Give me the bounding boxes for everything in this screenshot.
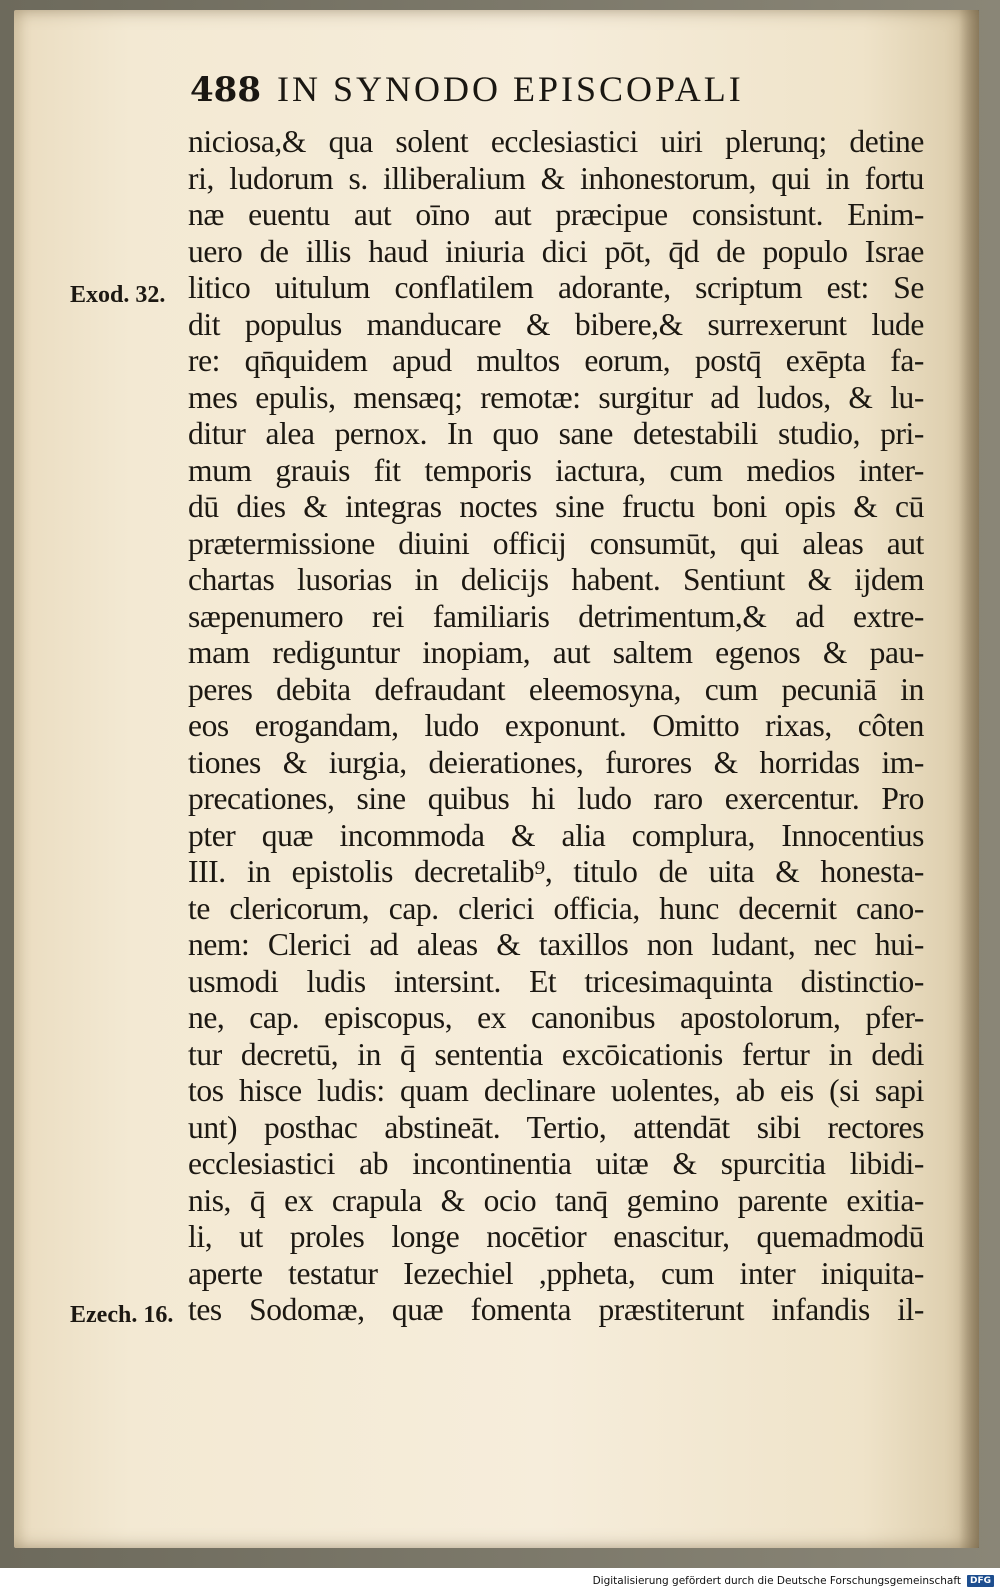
marginal-note-ezechiel: Ezech. 16.	[70, 1302, 174, 1328]
text-line: dit populus manducare & bibere,& surrexerunt lude	[188, 306, 924, 342]
text-line: re: qn̄quidem apud multos eorum, postq̄ exēpta fa-	[188, 343, 924, 378]
text-line: aperte testatur Iezechiel ,ppheta, cum inter iniquita-	[188, 1255, 924, 1291]
text-line: chartas lusorias in delicijs habent. Sentiunt & ijdem	[188, 562, 924, 597]
text-line: peres debita defraudant eleemosyna, cum pecuniā in	[188, 671, 924, 707]
text-line: III. in epistolis decretalib⁹, titulo de uita & honesta-	[188, 854, 924, 889]
text-line: ne, cap. episcopus, ex canonibus apostolorum, pfer-	[188, 1000, 924, 1035]
funding-credit: Digitalisierung gefördert durch die Deutsche Forschungsgemeinschaft	[592, 1574, 961, 1587]
text-line: usmodi ludis intersint. Et tricesimaquinta distinctio-	[188, 963, 924, 999]
text-line: unt) posthac abstineāt. Tertio, attendāt sibi rectores	[188, 1109, 924, 1145]
text-line: tiones & iurgia, deierationes, furores & horridas im-	[188, 744, 924, 780]
running-head: IN SYNODO EPISCOPALI	[276, 69, 744, 109]
page-edge-shadow	[959, 10, 979, 1548]
text-line: ecclesiastici ab incontinentia uitæ & spurcitia libidi-	[188, 1146, 924, 1181]
text-line: li, ut proles longe nocētior enascitur, quemadmodū	[188, 1219, 924, 1254]
text-line: tos hisce ludis: quam declinare uolentes, ab eis (si sapi	[188, 1073, 924, 1108]
page-number: 488	[190, 70, 261, 110]
text-line: niciosa,& qua solent ecclesiastici uiri plerunq; detine	[188, 124, 924, 159]
text-line: nem: Clerici ad aleas & taxillos non ludant, nec hui-	[188, 927, 924, 962]
text-line: tes Sodomæ, quæ fomenta præstiterunt infandis il-	[188, 1292, 924, 1327]
text-line: mum grauis fit temporis iactura, cum medios inter-	[188, 452, 924, 488]
text-line: te clericorum, cap. clerici officia, hunc decernit cano-	[188, 890, 924, 926]
text-line: litico uitulum conflatilem adorante, scriptum est: Se	[188, 270, 924, 305]
text-line: prætermissione diuini officij consumūt, qui aleas aut	[188, 525, 924, 561]
text-line: ri, ludorum s. illiberalium & inhonestorum, qui in fortu	[188, 160, 924, 196]
marginal-note-exodus: Exod. 32.	[70, 282, 166, 308]
page-header	[190, 68, 830, 116]
footer-bar	[0, 1568, 1000, 1593]
text-line: nis, q̄ ex crapula & ocio tanq̄ gemino parente exitia-	[188, 1182, 924, 1218]
text-line: sæpenumero rei familiaris detrimentum,& ad extre-	[188, 598, 924, 634]
text-line: mam rediguntur inopiam, aut saltem egenos & pau-	[188, 635, 924, 670]
text-line: dū dies & integras noctes sine fructu boni opis & cū	[188, 489, 924, 524]
text-line: mes epulis, mensæq; remotæ: surgitur ad ludos, & lu-	[188, 379, 924, 415]
text-line: ditur alea pernox. In quo sane detestabili studio, pri-	[188, 416, 924, 451]
text-line: precationes, sine quibus hi ludo raro exercentur. Pro	[188, 781, 924, 816]
dfg-logo: DFG	[967, 1575, 994, 1587]
text-line: eos erogandam, ludo exponunt. Omitto rixas, côten	[188, 708, 924, 743]
text-line: uero de illis haud iniuria dici pōt, q̄d de populo Israe	[188, 233, 924, 269]
text-line: næ euentu aut oīno aut præcipue consistunt. Enim-	[188, 197, 924, 232]
body-text	[188, 124, 924, 1329]
text-line: tur decretū, in q̄ sententia excōicationis fertur in dedi	[188, 1036, 924, 1072]
text-line: pter quæ incommoda & alia complura, Innocentius	[188, 817, 924, 853]
